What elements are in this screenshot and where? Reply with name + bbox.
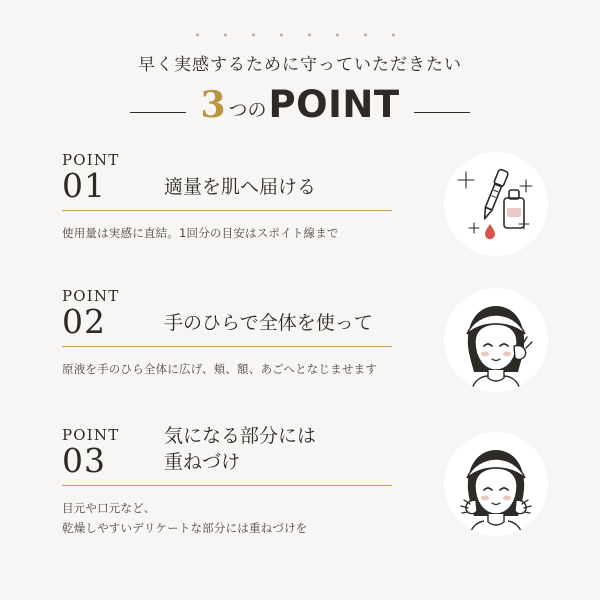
point-1-illustration — [444, 152, 548, 256]
point-1-number: 01 — [62, 165, 106, 205]
point-1-heading: 適量を肌へ届ける — [164, 175, 317, 198]
title-number: 3 — [200, 83, 226, 126]
point-3-label: POINT — [62, 426, 120, 445]
point-3-label-wrap — [62, 427, 148, 478]
point-1-content — [62, 152, 392, 243]
point-2-description: 原液を手のひら全体に広げ、頬、額、あごへとなじませます — [62, 362, 377, 377]
point-3-head — [62, 424, 392, 478]
point-2-rule — [62, 346, 392, 347]
point-2-head — [62, 288, 392, 339]
point-1-description: 使用量は実感に直結。1回分の目安はスポイト線まで — [62, 226, 339, 241]
point-2-illustration — [444, 288, 548, 392]
point-3-description-line2: 乾燥しやすいデリケートな部分には重ねづけを — [62, 521, 308, 536]
point-1-head — [62, 152, 392, 203]
headline-text: 早く実感するために守っていただきたい — [138, 55, 462, 75]
point-3-description-line1: 目元や口元など、 — [62, 501, 156, 516]
title-row — [0, 83, 600, 126]
point-3-number: 03 — [62, 440, 106, 480]
point-1-label: POINT — [62, 151, 120, 169]
point-3-heading — [164, 424, 316, 478]
point-1-rule — [62, 210, 392, 211]
point-3-content — [62, 424, 392, 539]
point-2-label: POINT — [62, 287, 120, 305]
point-3-rule — [62, 485, 392, 486]
title-rule-right — [414, 112, 470, 113]
decorative-dots: • • • • • • • • — [194, 29, 406, 42]
title-word: POINT — [268, 83, 400, 126]
title-counter: つの — [228, 99, 267, 121]
point-2-number: 02 — [62, 301, 106, 341]
point-3-description — [62, 498, 392, 538]
point-2-label-wrap — [62, 288, 148, 339]
point-2-content — [62, 288, 392, 379]
point-1-label-wrap — [62, 152, 148, 203]
point-3-heading-line1: 気になる部分には — [164, 425, 317, 447]
title-rule-left — [130, 112, 186, 113]
point-3-heading-line2: 重ねづけ — [164, 450, 241, 473]
point-3-illustration — [444, 432, 548, 536]
point-2-heading: 手のひらで全体を使って — [164, 311, 373, 334]
